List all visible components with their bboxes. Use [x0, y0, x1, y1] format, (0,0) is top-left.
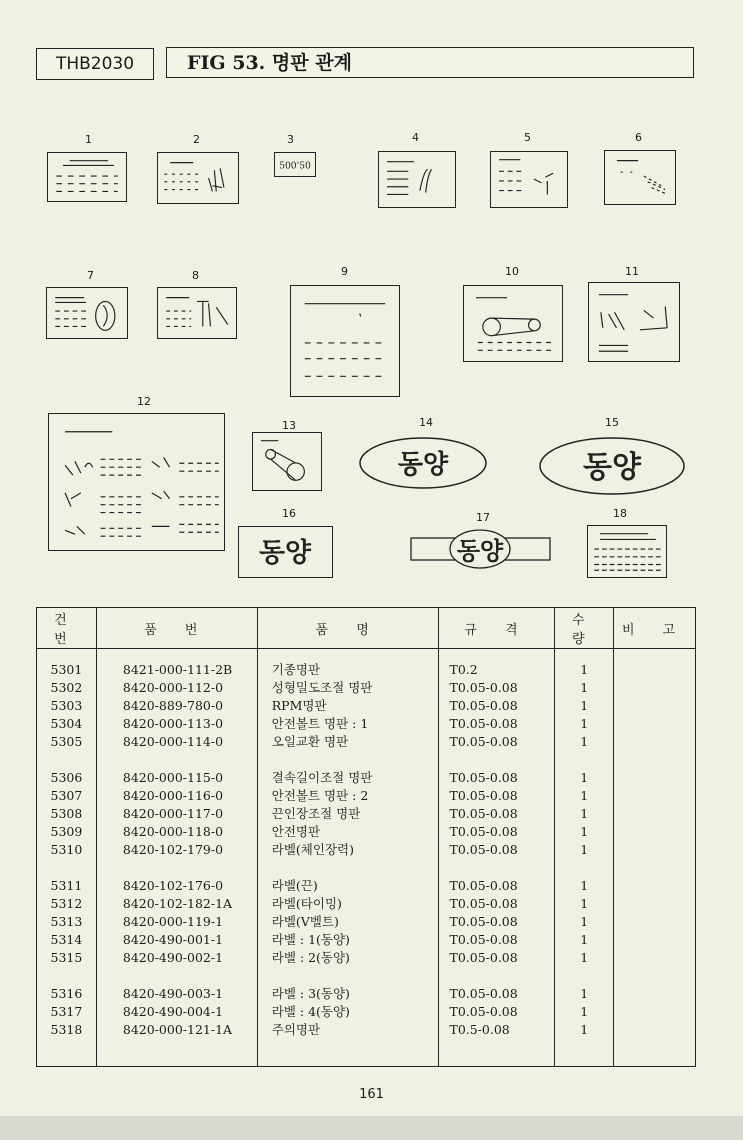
spec-column — [439, 649, 555, 1067]
header-remarks: 비 고 — [614, 608, 696, 649]
header-part-number: 품 번 — [96, 608, 257, 649]
spec-cell: T0.05-0.08 — [449, 734, 518, 749]
item-number: 7 — [87, 269, 94, 282]
spec-cell: T0.05-0.08 — [449, 914, 518, 929]
part-number-cell: 8420-490-004-1 — [122, 1004, 224, 1019]
plate-5 — [490, 151, 568, 208]
part-number-cell: 8420-000-117-0 — [122, 806, 224, 821]
item-no-cell: 5308 — [50, 806, 83, 821]
part-name-cell: 주의명판 — [271, 1022, 321, 1037]
part-name-cell: 성형밀도조절 명판 — [271, 680, 373, 695]
item-number: 4 — [412, 131, 419, 144]
plate-8 — [157, 287, 237, 339]
parts-table — [36, 607, 696, 1067]
item-no-cell: 5310 — [50, 842, 83, 857]
item-no-cell: 5305 — [50, 734, 83, 749]
item-number: 15 — [605, 416, 619, 429]
item-no-cell: 5302 — [50, 680, 83, 695]
spec-cell: T0.05-0.08 — [449, 824, 518, 839]
item-no-cell: 5313 — [50, 914, 83, 929]
item-no-cell: 5317 — [50, 1004, 83, 1019]
part-name-cell: 안전볼트 명판 : 1 — [271, 716, 369, 731]
part-name-column — [257, 649, 439, 1067]
part-name-cell: 오일교환 명판 — [271, 734, 349, 749]
part-name-cell: 라벨(타이밍) — [271, 896, 342, 911]
brand-label: 동양 — [456, 537, 504, 565]
plate-14 — [358, 436, 488, 490]
qty-cell: 1 — [580, 1004, 589, 1019]
item-number: 2 — [193, 133, 200, 146]
qty-cell: 1 — [580, 788, 589, 803]
table-header-row — [37, 608, 696, 649]
qty-cell: 1 — [580, 734, 589, 749]
part-name-cell: 안전명판 — [271, 824, 321, 839]
plate-3-text: 500'50 — [279, 160, 311, 172]
part-name-cell: 라벨 : 2(동양) — [271, 950, 350, 965]
part-number-column — [96, 649, 257, 1067]
spec-cell: T0.05-0.08 — [449, 788, 518, 803]
qty-cell: 1 — [580, 950, 589, 965]
item-no-cell: 5312 — [50, 896, 83, 911]
spec-cell: T0.05-0.08 — [449, 1004, 518, 1019]
qty-cell: 1 — [580, 680, 589, 695]
item-number: 13 — [282, 419, 296, 432]
plate-17 — [410, 528, 551, 572]
part-name-cell: 라벨 : 3(동양) — [271, 986, 350, 1001]
spec-cell: T0.05-0.08 — [449, 896, 518, 911]
page-number: 161 — [359, 1087, 384, 1102]
item-number: 12 — [137, 395, 151, 408]
part-name-cell: 결속길이조절 명판 — [271, 770, 373, 785]
part-number-cell: 8420-000-118-0 — [122, 824, 224, 839]
part-number-cell: 8420-102-179-0 — [122, 842, 224, 857]
part-name-cell: 안전볼트 명판 : 2 — [271, 788, 369, 803]
spec-cell: T0.05-0.08 — [449, 698, 518, 713]
item-no-cell: 5301 — [50, 662, 83, 677]
item-no-cell: 5307 — [50, 788, 83, 803]
part-number-cell: 8420-490-002-1 — [122, 950, 224, 965]
part-number-cell: 8420-102-182-1A — [122, 896, 233, 911]
spec-cell: T0.05-0.08 — [449, 806, 518, 821]
spec-cell: T0.2 — [449, 662, 478, 677]
plate-15 — [538, 436, 686, 496]
item-number: 11 — [625, 265, 639, 278]
plate-12 — [48, 413, 225, 551]
model-code: THB2030 — [36, 48, 154, 80]
item-no-cell: 5303 — [50, 698, 83, 713]
item-no-cell: 5315 — [50, 950, 83, 965]
item-number: 1 — [85, 133, 92, 146]
qty-cell: 1 — [580, 770, 589, 785]
item-number: 3 — [287, 133, 294, 146]
spec-cell: T0.05-0.08 — [449, 842, 518, 857]
qty-cell: 1 — [580, 1022, 589, 1037]
item-no-column — [37, 649, 97, 1067]
brand-label: 동양 — [583, 450, 641, 485]
part-number-cell: 8420-000-115-0 — [122, 770, 224, 785]
item-number: 5 — [524, 131, 531, 144]
part-name-cell: 라벨(V벨트) — [271, 914, 339, 929]
part-number-cell: 8421-000-111-2B — [122, 662, 233, 677]
item-number: 16 — [282, 507, 296, 520]
spec-cell: T0.05-0.08 — [449, 986, 518, 1001]
part-number-cell: 8420-000-112-0 — [122, 680, 224, 695]
qty-cell: 1 — [580, 842, 589, 857]
item-number: 14 — [419, 416, 433, 429]
brand-label: 동양 — [397, 450, 449, 480]
spec-cell: T0.05-0.08 — [449, 716, 518, 731]
part-name-cell: 라벨 : 1(동양) — [271, 932, 350, 947]
scan-bottom-strip — [0, 1116, 743, 1140]
qty-cell: 1 — [580, 986, 589, 1001]
qty-cell: 1 — [580, 824, 589, 839]
item-no-cell: 5311 — [50, 878, 83, 893]
spec-cell: T0.5-0.08 — [449, 1022, 510, 1037]
plate-13 — [252, 432, 322, 491]
item-no-cell: 5304 — [50, 716, 83, 731]
qty-cell: 1 — [580, 662, 589, 677]
table-body — [37, 649, 696, 1067]
item-number: 10 — [505, 265, 519, 278]
part-number-cell: 8420-490-003-1 — [122, 986, 224, 1001]
item-number: 6 — [635, 131, 642, 144]
figure-title: FIG 53. 명판 관계 — [166, 47, 694, 78]
brand-label: 동양 — [259, 537, 312, 569]
item-number: 9 — [341, 265, 348, 278]
plate-10 — [463, 285, 563, 362]
plate-11 — [588, 282, 680, 362]
plate-4 — [378, 151, 456, 208]
plate-1 — [47, 152, 127, 202]
plate-18 — [587, 525, 667, 578]
part-name-cell: 라벨(체인장력) — [271, 842, 354, 857]
plate-16 — [238, 526, 333, 578]
part-number-cell: 8420-000-114-0 — [122, 734, 224, 749]
qty-cell: 1 — [580, 806, 589, 821]
part-name-cell: 라벨 : 4(동양) — [271, 1004, 350, 1019]
item-no-cell: 5306 — [50, 770, 83, 785]
plate-7 — [46, 287, 128, 339]
item-number: 17 — [476, 511, 490, 524]
item-number: 18 — [613, 507, 627, 520]
spec-cell: T0.05-0.08 — [449, 770, 518, 785]
part-name-cell: 끈인장조절 명판 — [271, 806, 361, 821]
item-no-cell: 5309 — [50, 824, 83, 839]
header-item-no: 건 번 — [37, 608, 97, 649]
plate-9 — [290, 285, 400, 397]
qty-cell: 1 — [580, 698, 589, 713]
part-number-cell: 8420-000-121-1A — [122, 1022, 233, 1037]
plate-6 — [604, 150, 676, 205]
part-name-cell: 라벨(끈) — [271, 878, 318, 893]
part-number-cell: 8420-102-176-0 — [122, 878, 224, 893]
part-number-cell: 8420-889-780-0 — [122, 698, 224, 713]
item-number: 8 — [192, 269, 199, 282]
item-no-cell: 5318 — [50, 1022, 83, 1037]
item-no-cell: 5316 — [50, 986, 83, 1001]
part-name-cell: 기종명판 — [271, 662, 321, 677]
header-qty: 수 량 — [555, 608, 614, 649]
qty-cell: 1 — [580, 896, 589, 911]
qty-cell: 1 — [580, 878, 589, 893]
spec-cell: T0.05-0.08 — [449, 950, 518, 965]
qty-cell: 1 — [580, 932, 589, 947]
qty-column — [555, 649, 614, 1067]
item-no-cell: 5314 — [50, 932, 83, 947]
header-part-name: 품 명 — [257, 608, 439, 649]
qty-cell: 1 — [580, 914, 589, 929]
plate-2 — [157, 152, 239, 204]
spec-cell: T0.05-0.08 — [449, 680, 518, 695]
spec-cell: T0.05-0.08 — [449, 932, 518, 947]
part-number-cell: 8420-000-116-0 — [122, 788, 224, 803]
header-spec: 규 격 — [439, 608, 555, 649]
part-number-cell: 8420-000-119-1 — [122, 914, 224, 929]
part-number-cell: 8420-000-113-0 — [122, 716, 224, 731]
spec-cell: T0.05-0.08 — [449, 878, 518, 893]
part-name-cell: RPM명판 — [271, 698, 327, 713]
qty-cell: 1 — [580, 716, 589, 731]
plate-3 — [274, 152, 316, 177]
part-number-cell: 8420-490-001-1 — [122, 932, 224, 947]
remarks-column — [614, 649, 696, 1067]
